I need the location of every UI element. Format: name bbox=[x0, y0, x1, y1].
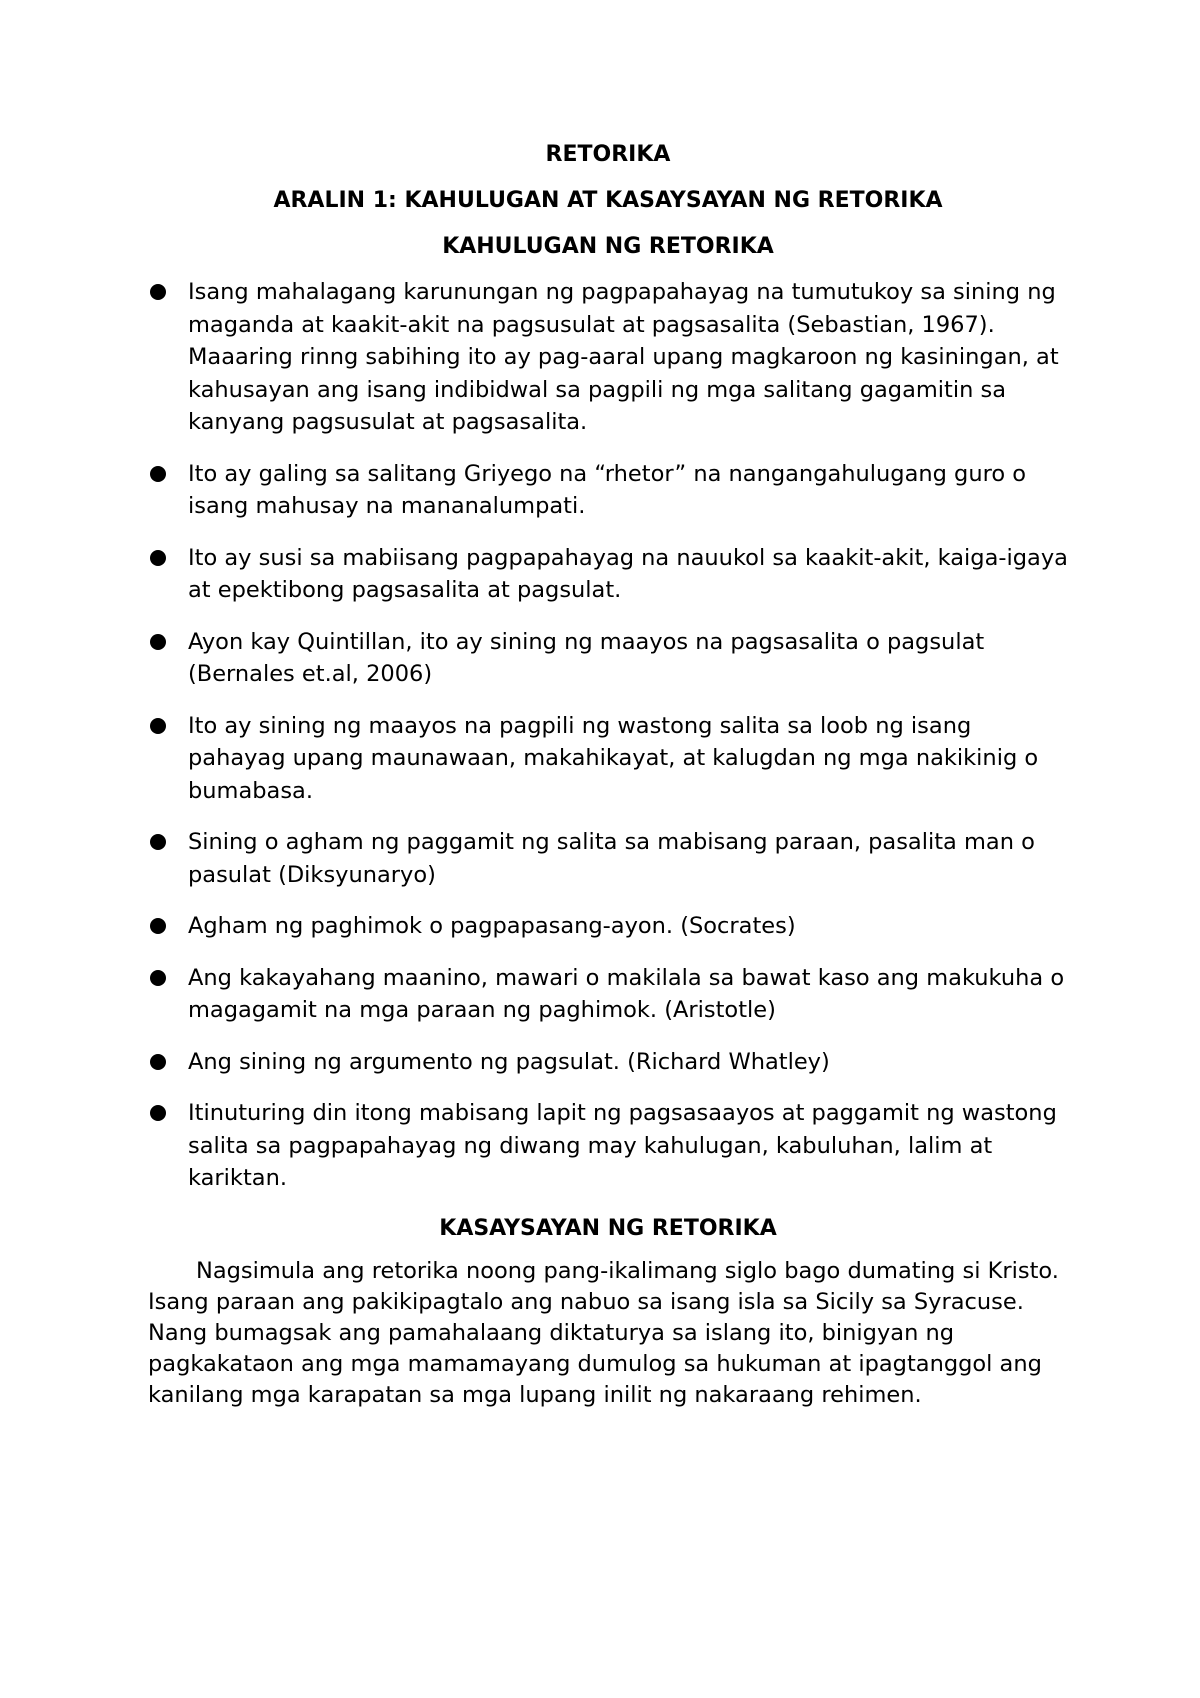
list-item-text: Agham ng paghimok o pagpapasang-ayon. (Socrates) bbox=[188, 913, 796, 939]
list-item bbox=[148, 458, 1068, 523]
list-item bbox=[148, 626, 1068, 691]
list-item-text: Ang sining ng argumento ng pagsulat. (Richard Whatley) bbox=[188, 1048, 830, 1075]
list-item bbox=[148, 276, 1068, 439]
document-title: RETORIKA bbox=[545, 142, 671, 167]
bullet-icon bbox=[150, 1105, 166, 1121]
list-item-text: Ito ay susi sa mabiisang pagpapahayag na nauukol sa kaakit-akit, kaiga-igaya at epektibong pagsasalita at pagsulat. bbox=[188, 544, 1068, 603]
document-page bbox=[148, 140, 1068, 1411]
list-item bbox=[148, 962, 1068, 1027]
bullet-icon bbox=[150, 284, 166, 300]
bullet-icon bbox=[150, 718, 166, 734]
list-item bbox=[148, 542, 1068, 607]
bullet-icon bbox=[150, 634, 166, 650]
list-item-text: Isang mahalagang karunungan ng pagpapahayag na tumutukoy sa sining ng maganda at kaakit-akit na pagsusulat at pagsasalita (Sebastian, 1967). Maaaring rinng sabihing ito ay pag-aaral upang magkaroon ng kasiningan, at kahusayan ang isang indibidwal sa pagpili ng mga salitang gagamitin sa kanyang pagsusulat at pagsasalita. bbox=[188, 279, 1059, 435]
history-paragraph: Nagsimula ang retorika noong pang-ikalimang siglo bago dumating si Kristo. Isang paraan ang pakikipagtalo ang nabuo sa isang isla sa Sicily sa Syracuse. Nang bumagsak ang pamahalaang diktaturya sa islang ito, binigyan ng pagkakataon ang mga mamamayang dumulog sa hukuman at ipagtanggol ang kanilang mga karapatan sa mga lupang inilit ng nakaraang rehimen. bbox=[148, 1257, 1059, 1408]
list-item-text: Ito ay sining ng maayos na pagpili ng wastong salita sa loob ng isang pahayag upang maunawaan, makahikayat, at kalugdan ng mga nakikinig o bumabasa. bbox=[188, 712, 1039, 804]
list-item-text: Ayon kay Quintillan, ito ay sining ng maayos na pagsasalita o pagsulat (Bernales et.al, 2006) bbox=[188, 628, 985, 687]
list-item-text: Sining o agham ng paggamit ng salita sa mabisang paraan, pasalita man o pasulat (Diksyunaryo) bbox=[188, 829, 1035, 888]
bullet-icon bbox=[150, 970, 166, 986]
lesson-title: ARALIN 1: KAHULUGAN AT KASAYSAYAN NG RETORIKA bbox=[273, 188, 943, 213]
list-item bbox=[148, 910, 1068, 943]
section-heading-kasaysayan: KASAYSAYAN NG RETORIKA bbox=[439, 1215, 777, 1241]
bullet-icon bbox=[150, 466, 166, 482]
list-item bbox=[148, 1046, 1068, 1079]
section-heading-kahulugan: KAHULUGAN NG RETORIKA bbox=[442, 234, 774, 259]
list-item-text: Ang kakayahang maanino, mawari o makilala sa bawat kaso ang makukuha o magagamit na mga paraan ng paghimok. (Aristotle) bbox=[188, 964, 1065, 1023]
bullet-icon bbox=[150, 918, 166, 934]
list-item bbox=[148, 710, 1068, 808]
bullet-icon bbox=[150, 834, 166, 850]
list-item-text: Ito ay galing sa salitang Griyego na “rhetor” na nangangahulugang guro o isang mahusay na mananalumpati. bbox=[188, 460, 1027, 519]
bullet-icon bbox=[150, 550, 166, 566]
list-item bbox=[148, 1097, 1068, 1195]
bullet-icon bbox=[150, 1054, 166, 1070]
list-item bbox=[148, 826, 1068, 891]
definition-list bbox=[148, 276, 1068, 1195]
list-item-text: Itinuturing din itong mabisang lapit ng pagsasaayos at paggamit ng wastong salita sa pagpapahayag ng diwang may kahulugan, kabuluhan, lalim at kariktan. bbox=[188, 1100, 1057, 1191]
